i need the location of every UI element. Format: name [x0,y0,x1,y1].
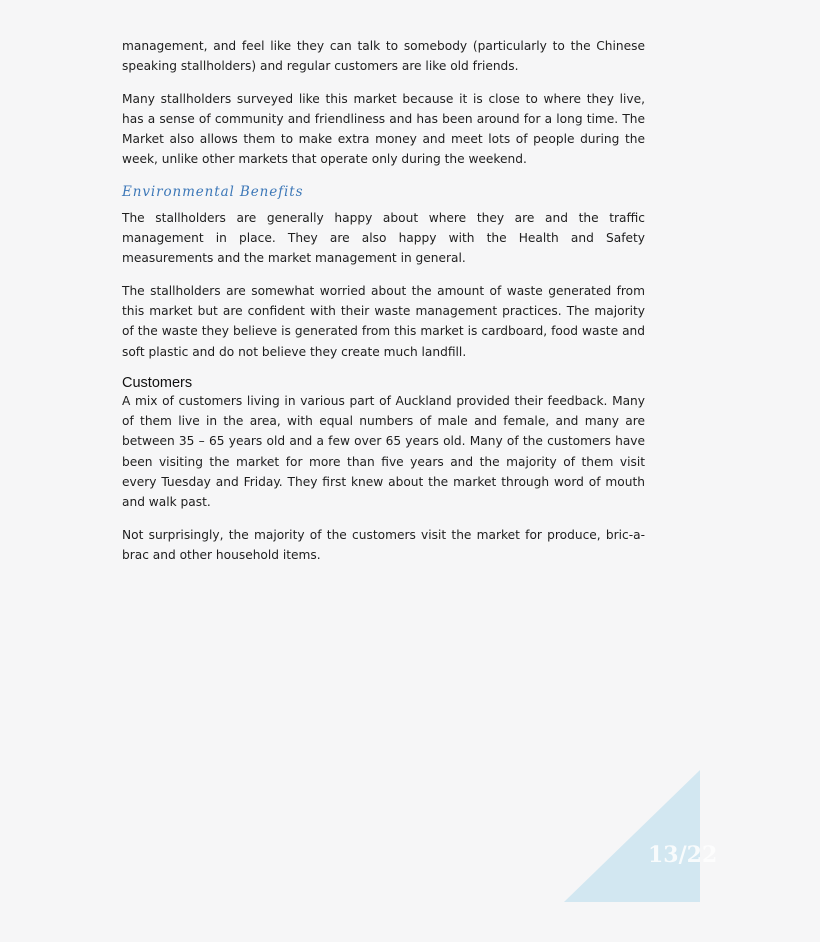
paragraph-environment-happy: The stallholders are generally happy about where they are and the traffic management in place. They are also happy with the Health and Safety measurements and the market management in general. [122,210,645,266]
paragraph-waste: The stallholders are somewhat worried about the amount of waste generated from this market but are confident with their waste management practices. The majority of the waste they believe is generated from this market is cardboard, food waste and soft plastic and do not believe they create much landfill. [122,283,645,359]
page-content [122,36,645,577]
paragraph-stallholders-like: Many stallholders surveyed like this market because it is close to where they live, has a sense of community and friendliness and has been around for a long time. The Market also allows them to make extra money and meet lots of people during the week, unlike other markets that operate only during the weekend. [122,91,645,167]
environmental-benefits-heading: Environmental Benefits [122,183,304,200]
corner-triangle-shape [564,770,700,902]
customers-heading: Customers [122,374,193,391]
paragraph-management: management, and feel like they can talk to somebody (particularly to the Chinese speaking stallholders) and regular customers are like old friends. [122,39,645,74]
page-number: 13/22 [648,842,718,868]
paragraph-customers-visit: Not surprisingly, the majority of the customers visit the market for produce, bric-a-brac and other household items. [122,527,645,562]
paragraph-customers-mix: A mix of customers living in various part of Auckland provided their feedback. Many of them live in the area, with equal numbers of male and female, and many are between 35 – 65 years old and a few over 65 years old. Many of the customers have been visiting the market for more than five years and the majority of them visit every Tuesday and Friday. They first knew about the market through word of mouth and walk past. [122,393,645,510]
page-number-corner [564,770,718,902]
